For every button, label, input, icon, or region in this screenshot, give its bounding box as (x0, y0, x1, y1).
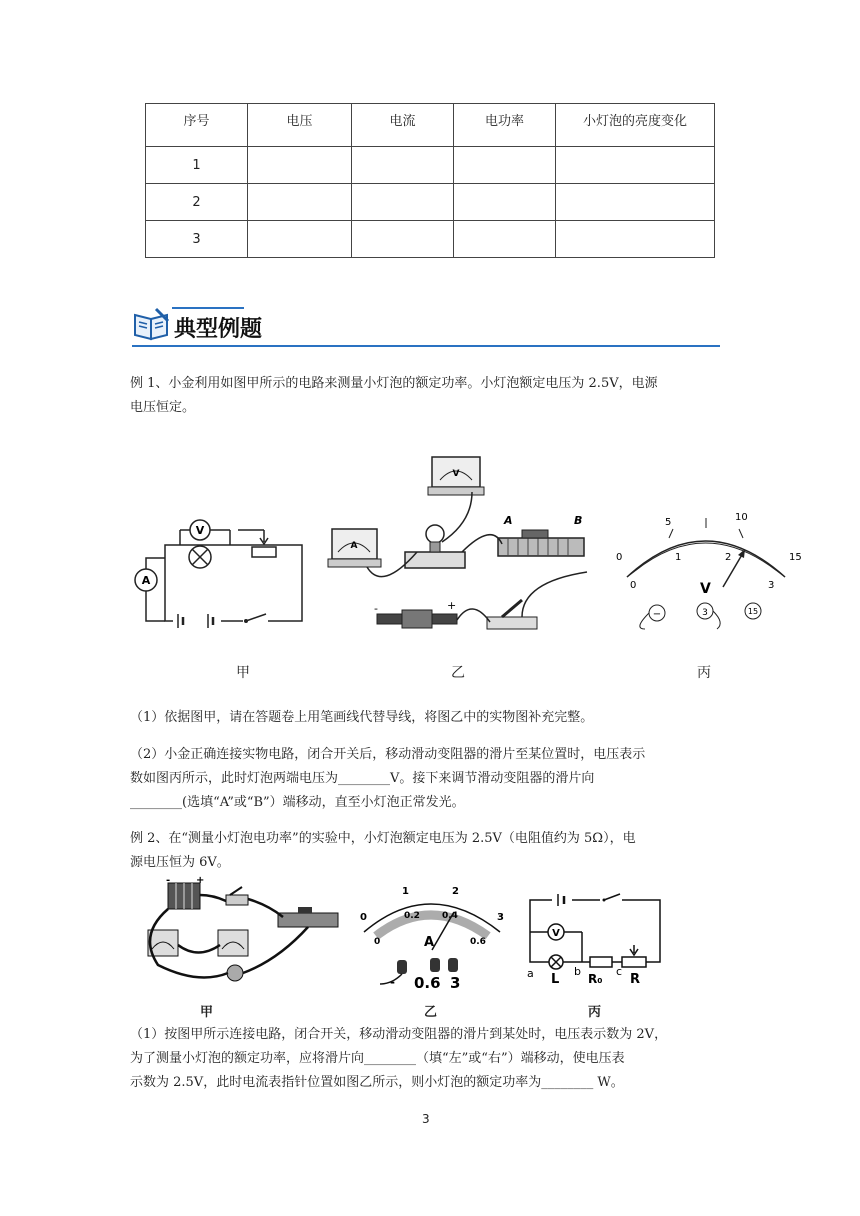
scale-bottom-02: 0.2 (404, 911, 420, 921)
ammeter-unit-label: A (424, 935, 435, 950)
scale-bottom-3: 3 (768, 580, 775, 591)
battery-minus-label: - (166, 875, 171, 886)
table-cell (352, 184, 454, 221)
ex2-circuit-diagram (522, 885, 667, 990)
ex1-question2-line2: 数如图丙所示，此时灯泡两端电压为________V。接下来调节滑动变阻器的滑片向 (130, 771, 595, 786)
lamp-label: L (551, 972, 560, 987)
terminal-minus: − (652, 609, 662, 620)
section-title: 典型例题 (174, 317, 263, 342)
table-header-row (146, 104, 715, 147)
ex2-question1-line1: （1）按图甲所示连接电路，闭合开关，移动滑动变阻器的滑片到某处时，电压表示数为 2V， (130, 1027, 668, 1042)
ex2-intro-line2: 源电压恒为 6V。 (130, 855, 230, 870)
ex1-intro-line2: 电压恒定。 (130, 400, 196, 415)
terminal-06: 0.6 (414, 974, 441, 990)
book-icon (132, 307, 172, 347)
table-cell (556, 147, 715, 184)
table-cell: 2 (146, 184, 248, 221)
table-header: 电功率 (454, 104, 556, 147)
scale-top-1: 1 (402, 886, 409, 897)
ammeter-device-label: A (350, 541, 358, 551)
table-row (146, 221, 715, 258)
scale-top-5: 5 (665, 517, 672, 528)
r0-label: R₀ (588, 972, 603, 986)
scale-bottom-06: 0.6 (470, 937, 486, 947)
ex1-caption-yi: 乙 (451, 665, 465, 681)
table-cell (454, 184, 556, 221)
table-cell (454, 221, 556, 258)
scale-top-0: 0 (360, 912, 367, 923)
table-cell: 3 (146, 221, 248, 258)
table-header: 电流 (352, 104, 454, 147)
ex1-physical-setup (322, 452, 597, 637)
section-divider (132, 345, 720, 347)
battery-neg-label: - (374, 602, 378, 615)
ex1-intro-line1: 例 1、小金利用如图甲所示的电路来测量小灯泡的额定功率。小灯泡额定电压为 2.5V，电源 (130, 376, 658, 391)
scale-zero: 0 (616, 552, 623, 563)
page-number: 3 (422, 1112, 430, 1126)
terminal-minus: - (390, 975, 395, 989)
terminal-15: 15 (747, 607, 759, 616)
table-cell (248, 147, 352, 184)
ex1-caption-bing: 丙 (697, 665, 711, 681)
ex2-question1-line2: 为了测量小灯泡的额定功率，应将滑片向________（填“左”或“右”）端移动，使电压表 (130, 1051, 625, 1066)
record-table (145, 103, 715, 258)
ex2-caption-bing: 丙 (588, 1005, 602, 1020)
scale-bottom-0: 0 (374, 937, 381, 947)
scale-top-15: 15 (789, 552, 802, 563)
scale-top-2: 2 (452, 886, 459, 897)
voltmeter-device-label: V (452, 469, 460, 479)
ex1-caption-jia: 甲 (236, 665, 250, 681)
scale-top-3: 3 (497, 912, 504, 923)
ex2-caption-yi: 乙 (424, 1005, 438, 1020)
rheostat-label: R (630, 972, 641, 987)
table-cell (248, 184, 352, 221)
scale-bottom-2: 2 (725, 552, 732, 563)
ex1-circuit-diagram (128, 510, 313, 635)
table-header: 电压 (248, 104, 352, 147)
ex2-question1-line3: 示数为 2.5V，此时电流表指针位置如图乙所示，则小灯泡的额定功率为________ W。 (130, 1075, 624, 1090)
dial-unit-label: V (700, 581, 711, 597)
battery-pos-label: + (447, 599, 457, 612)
table-cell (556, 221, 715, 258)
section-accent-line (172, 307, 244, 309)
scale-bottom-04: 0.4 (442, 911, 458, 921)
ex1-voltmeter-dial (605, 505, 805, 635)
node-b-label: b (574, 965, 581, 978)
ammeter-label: A (141, 574, 151, 587)
table-cell (352, 147, 454, 184)
table-cell (248, 221, 352, 258)
node-c-label: c (616, 965, 623, 978)
ex1-question2-line1: （2）小金正确连接实物电路，闭合开关后，移动滑动变阻器的滑片至某位置时，电压表示 (130, 747, 646, 762)
ex1-question1: （1）依据图甲，请在答题卷上用笔画线代替导线，将图乙中的实物图补充完整。 (130, 710, 594, 725)
terminal-3: 3 (702, 608, 708, 618)
ex2-caption-jia: 甲 (200, 1005, 214, 1020)
ex2-ammeter-dial (352, 880, 512, 990)
scale-bottom-1: 1 (675, 552, 682, 563)
table-cell (556, 184, 715, 221)
scale-zero2: 0 (630, 580, 637, 591)
table-row (146, 184, 715, 221)
voltmeter-label: V (195, 524, 205, 537)
node-a-label: a (527, 967, 534, 980)
table-header: 序号 (146, 104, 248, 147)
ex1-question2-line3: ________(选填“A”或“B”）端移动，直至小灯泡正常发光。 (130, 795, 465, 810)
rheostat-label-b: B (574, 514, 583, 527)
voltmeter-symbol-label: V (552, 928, 560, 939)
table-cell: 1 (146, 147, 248, 184)
ex2-intro-line1: 例 2、在“测量小灯泡电功率”的实验中，小灯泡额定电压为 2.5V（电阻值约为 5Ω），电 (130, 831, 636, 846)
ex2-physical-setup (138, 875, 348, 990)
table-row (146, 147, 715, 184)
rheostat-label-a: A (504, 514, 513, 527)
scale-top-10: 10 (735, 512, 748, 523)
table-header: 小灯泡的亮度变化 (556, 104, 715, 147)
table-cell (352, 221, 454, 258)
terminal-3: 3 (450, 974, 461, 990)
table-cell (454, 147, 556, 184)
battery-plus-label: + (196, 875, 205, 886)
